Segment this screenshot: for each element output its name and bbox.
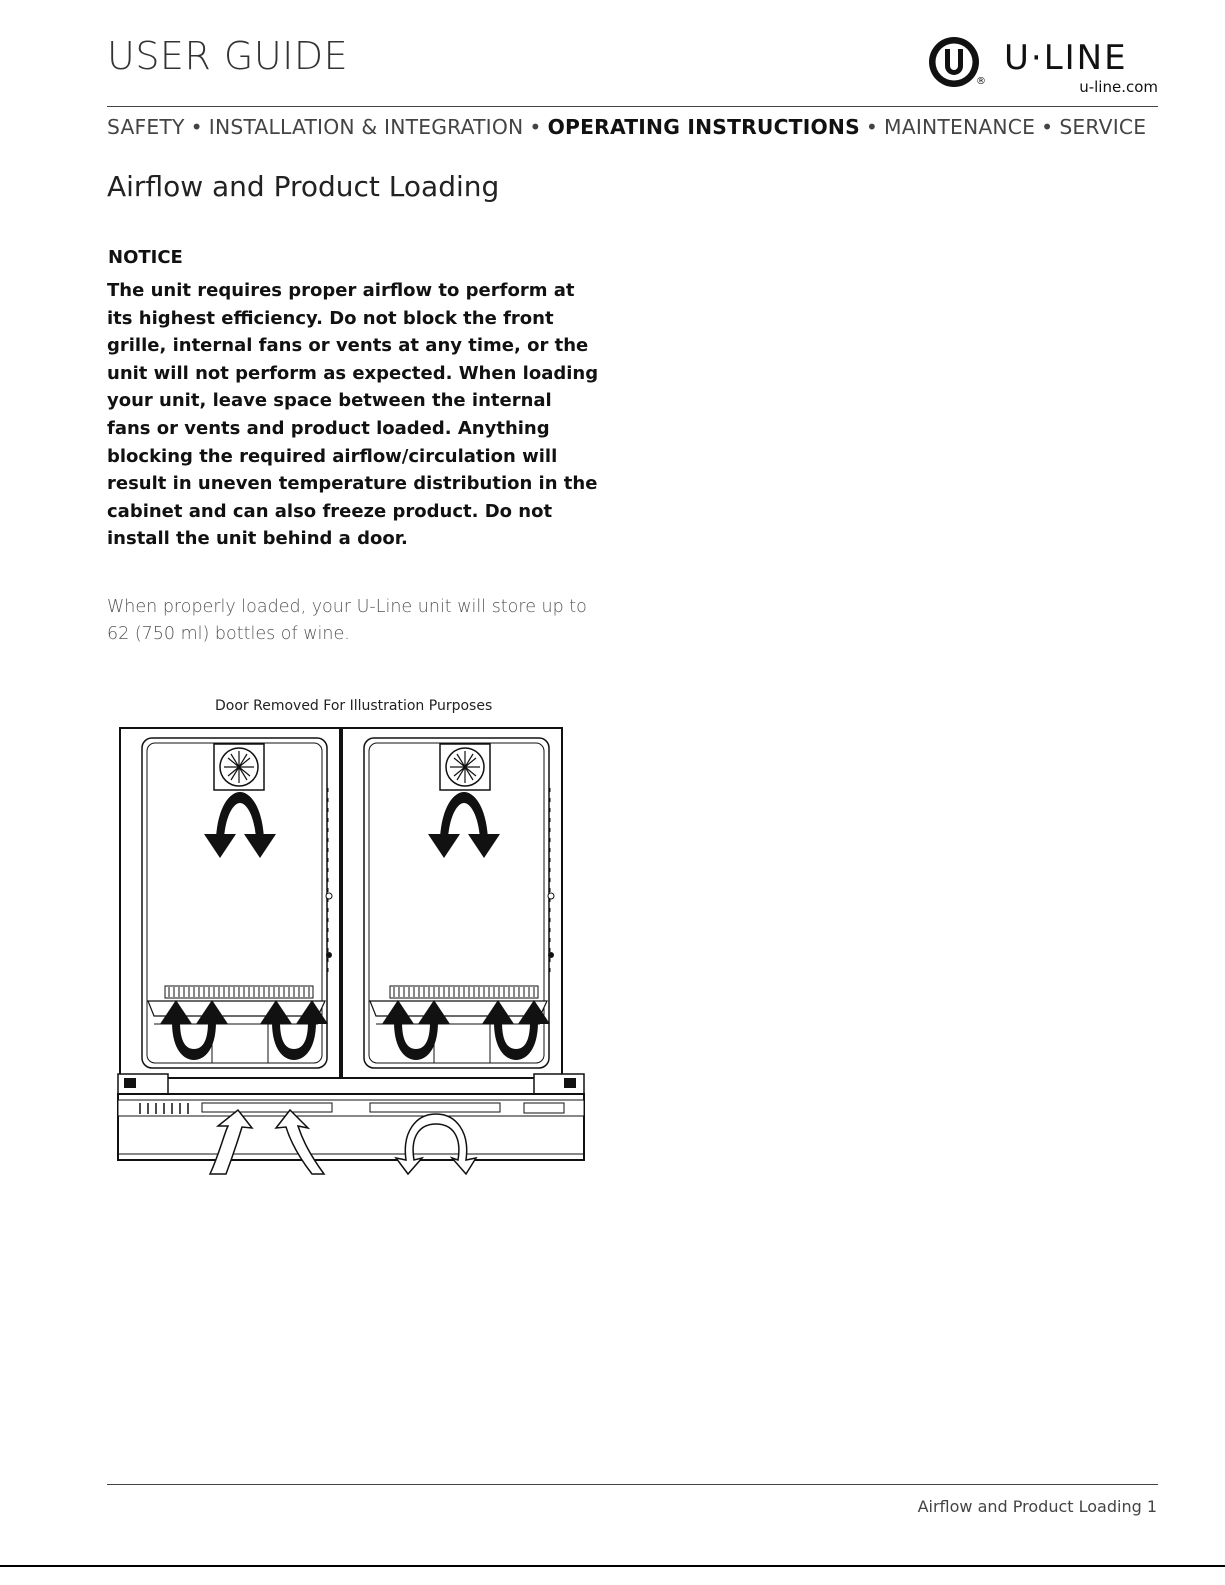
intro-paragraph: When properly loaded, your U-Line unit will store up to 62 (750 ml) bottles of wine. bbox=[107, 597, 587, 644]
header-divider bbox=[107, 106, 1158, 107]
nav-separator: • bbox=[1041, 115, 1054, 139]
page-bottom-edge bbox=[0, 1565, 1225, 1567]
base-grille bbox=[118, 1094, 584, 1160]
nav-separator: • bbox=[190, 115, 203, 139]
registered-mark: ® bbox=[976, 76, 986, 87]
notice-label: NOTICE bbox=[108, 247, 183, 268]
right-compartment bbox=[342, 728, 562, 1078]
fan-icon bbox=[440, 744, 490, 790]
document-title: USER GUIDE bbox=[107, 34, 349, 78]
vent-grille-icon bbox=[390, 986, 538, 998]
nav-separator: • bbox=[529, 115, 542, 139]
airflow-illustration bbox=[112, 722, 590, 1177]
nav-item-service: SERVICE bbox=[1059, 115, 1147, 139]
nav-item-maintenance: MAINTENANCE bbox=[884, 115, 1036, 139]
fan-icon bbox=[214, 744, 264, 790]
brand-logo bbox=[928, 36, 1160, 98]
logo-wordmark: U·LINE bbox=[1004, 38, 1128, 78]
footer-divider bbox=[107, 1484, 1158, 1485]
vent-grille-icon bbox=[165, 986, 313, 998]
nav-separator: • bbox=[865, 115, 879, 139]
section-breadcrumb bbox=[107, 115, 1167, 139]
figure-caption: Door Removed For Illustration Purposes bbox=[215, 698, 493, 714]
nav-item-operating-instructions: OPERATING INSTRUCTIONS bbox=[547, 115, 860, 139]
left-compartment bbox=[120, 728, 340, 1078]
website-url: u-line.com bbox=[1079, 78, 1158, 96]
section-title: Airflow and Product Loading bbox=[107, 170, 500, 203]
nav-item-safety: SAFETY bbox=[107, 115, 185, 139]
u-line-logo-icon bbox=[928, 36, 980, 88]
page-footer: Airflow and Product Loading 1 bbox=[917, 1497, 1157, 1516]
notice-body: The unit requires proper airflow to perform at its highest efficiency. Do not block the front grille, internal fans or vents at any time, or the unit will not perform as expected. When loading your unit, leave space between the internal fans or vents and product loaded. Anything blocking the required airflow/circulation will result in uneven temperature distribution in the cabinet and can also freeze product. Do not install the unit behind a door. bbox=[107, 280, 599, 550]
nav-item-installation: INSTALLATION & INTEGRATION bbox=[208, 115, 524, 139]
